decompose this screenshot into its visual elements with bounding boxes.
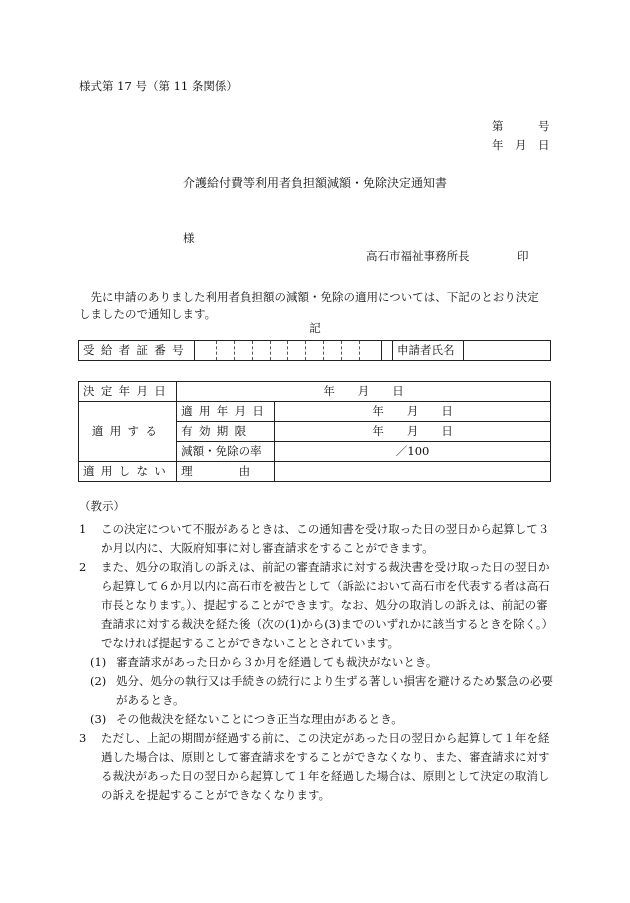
instruction-text: その他裁決を経ないことにつき正当な理由があるとき。 — [116, 712, 403, 726]
apply-date-value[interactable]: 年 月 日 — [275, 402, 551, 422]
recipient-table — [78, 340, 551, 361]
seal-mark: 印 — [517, 249, 529, 263]
ki-marker: 記 — [309, 321, 321, 335]
cert-digit-box[interactable] — [342, 341, 360, 360]
instruction-number: 1 — [79, 522, 87, 536]
intro-line-1: 先に申請のありました利用者負担額の減額・免除の適用については、下記のとおり決定 — [79, 290, 539, 304]
recipient-cert-number-field[interactable] — [194, 341, 381, 361]
recipient-cert-label: 受給者証番号 — [79, 341, 195, 361]
instruction-text: 処分、処分の執行又は手続きの続行により生ずる著しい損害を避けるため緊急の必要があるとき。 — [116, 674, 553, 707]
document-date: 年 月 日 — [492, 138, 550, 152]
cert-digit-box[interactable] — [271, 341, 289, 360]
reason-label: 理 由 — [177, 462, 275, 482]
instruction-text: この決定について不服があるときは、この通知書を受け取った日の翌日から起算して３か月以内に、大阪府知事に対し審査請求をすることができます。 — [101, 522, 550, 555]
instruction-subitem — [90, 653, 557, 672]
valid-period-value[interactable]: 年 月 日 — [275, 422, 551, 442]
not-apply-label: 適用しない — [79, 462, 177, 482]
instructions-list — [79, 520, 557, 805]
recipient-honorific: 様 — [183, 231, 195, 245]
cert-digit-box[interactable] — [217, 341, 235, 360]
instruction-text: また、処分の取消しの訴えは、前記の審査請求に対する裁決書を受け取った日の翌日から起算して６か月以内に高石市を被告として（訴訟において高石市を代表する者は高石市長となります。）、提起することができます。なお、処分の取消しの訴えは、前記の審査請求に対する裁決を経た後（次の(1)から(3)までのいずれかに該当するときを除く。）でなければ提起することができないこととされています。 — [101, 560, 554, 650]
apply-label: 適用する — [79, 402, 177, 462]
cert-digit-box[interactable] — [306, 341, 324, 360]
decision-date-value[interactable]: 年 月 日 — [177, 382, 551, 402]
instruction-item — [79, 520, 557, 558]
instruction-number: 3 — [79, 731, 87, 745]
cert-digit-box[interactable] — [235, 341, 253, 360]
cert-digit-box[interactable] — [324, 341, 342, 360]
cert-digit-box[interactable] — [288, 341, 306, 360]
valid-period-label: 有効期限 — [177, 422, 275, 442]
instruction-number: (3) — [90, 712, 107, 726]
document-title: 介護給付費等利用者負担額減額・免除決定通知書 — [182, 176, 447, 190]
cert-digit-box[interactable] — [360, 341, 377, 360]
instruction-number: (2) — [90, 674, 107, 688]
applicant-name-field[interactable] — [463, 341, 550, 361]
instructions-heading: （教示） — [79, 499, 125, 513]
reason-value[interactable] — [275, 462, 551, 482]
applicant-name-label: 申請者氏名 — [392, 341, 463, 361]
instructions-section — [79, 497, 557, 805]
instruction-subitem — [90, 710, 557, 729]
instruction-number: (1) — [90, 655, 107, 669]
instruction-subitem — [90, 672, 557, 710]
intro-paragraph — [79, 289, 554, 323]
instruction-number: 2 — [79, 560, 87, 574]
decision-date-label: 決定年月日 — [79, 382, 177, 402]
rate-value[interactable]: ／100 — [275, 442, 551, 462]
apply-date-label: 適用年月日 — [177, 402, 275, 422]
cert-digit-box[interactable] — [199, 341, 217, 360]
issuer-office: 高石市福祉事務所長 — [366, 249, 470, 263]
rate-label: 減額・免除の率 — [177, 442, 275, 462]
instruction-item — [79, 729, 557, 805]
instruction-text: 審査請求があった日から３か月を経過しても裁決がないとき。 — [116, 655, 438, 669]
document-number: 第 号 — [492, 119, 550, 133]
decision-table — [78, 381, 551, 482]
form-number: 様式第 17 号（第 11 条関係） — [79, 79, 238, 93]
instruction-item — [79, 558, 557, 653]
instruction-text: ただし、上記の期間が経過する前に、この決定があった日の翌日から起算して１年を経過した場合は、原則として審査請求をすることができなくなり、また、審査請求に対する裁決があった日の翌日から起算して１年を経過した場合は、原則として決定の取消しの訴えを提起することができなくなります。 — [101, 731, 550, 802]
intro-line-2: しましたので通知します。 — [79, 307, 217, 321]
cert-digit-box[interactable] — [253, 341, 271, 360]
